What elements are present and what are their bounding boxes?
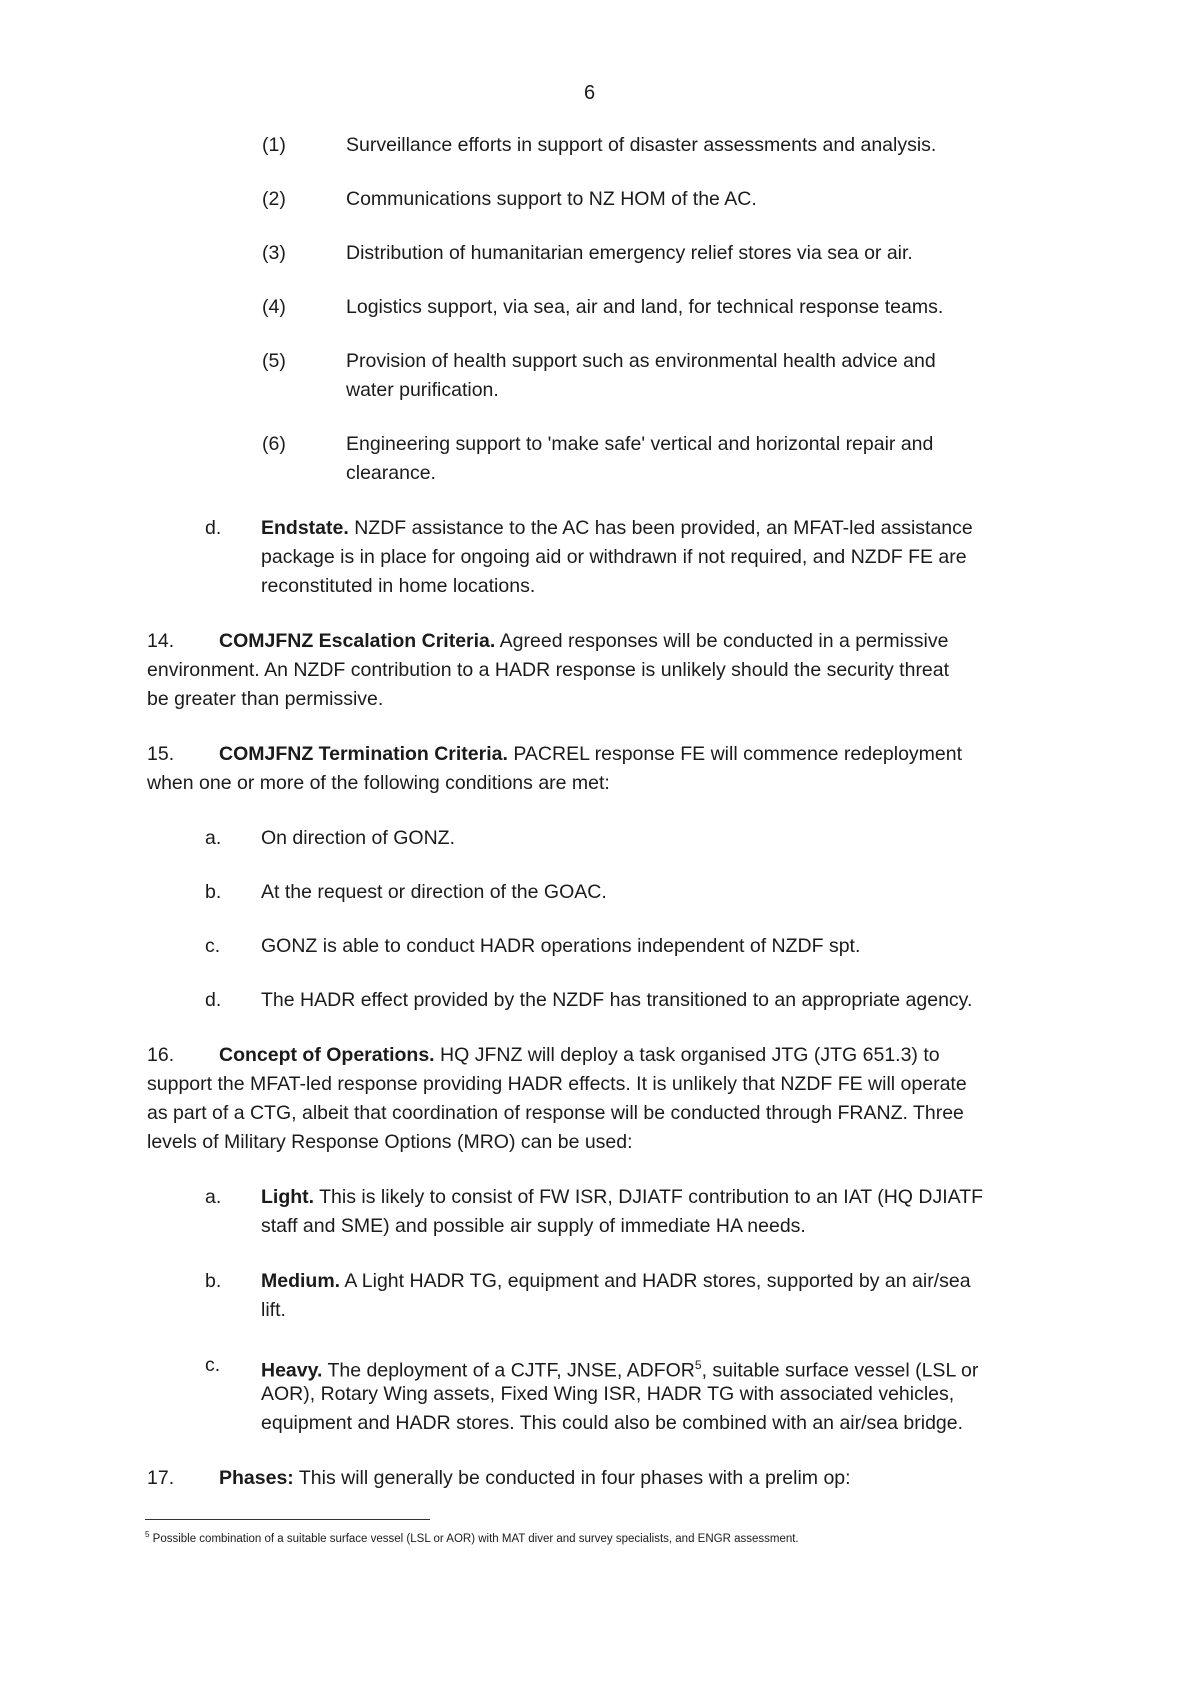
footnote-text: Possible combination of a suitable surface vessel (LSL or AOR) with MAT diver and survey specialists, and ENGR assessment. [149,1532,799,1545]
paragraph-number: 16. [147,1044,175,1066]
mro-light-title: Light. [261,1186,315,1208]
sub-item-text: Engineering support to 'make safe' vertical and horizontal repair and [346,433,934,455]
para17-text: This will generally be conducted in four phases with a prelim op: [293,1467,851,1489]
condition-text: On direction of GONZ. [261,827,455,849]
para14-text: be greater than permissive. [147,688,384,710]
para14-title: COMJFNZ Escalation Criteria. [219,630,496,652]
para16-text: support the MFAT-led response providing HADR effects. It is unlikely that NZDF FE will operate [147,1073,967,1095]
paragraph-number: 17. [147,1467,175,1489]
item-letter: c. [205,935,221,957]
sub-item-number: (4) [262,296,286,318]
endstate-text: package is in place for ongoing aid or withdrawn if not required, and NZDF FE are [261,546,967,568]
sub-item-number: (2) [262,188,286,210]
endstate-line [261,514,973,543]
mro-medium-text: A Light HADR TG, equipment and HADR stores, supported by an air/sea [340,1270,971,1292]
endstate-text: reconstituted in home locations. [261,575,536,597]
sub-item-number: (3) [262,242,286,264]
sub-item-number: (1) [262,134,286,156]
item-letter: a. [205,1186,222,1208]
item-letter: b. [205,1270,222,1292]
para15-title: COMJFNZ Termination Criteria. [219,743,508,765]
condition-text: At the request or direction of the GOAC. [261,881,607,903]
sub-item-text: Logistics support, via sea, air and land, for technical response teams. [346,296,944,318]
mro-medium-line [261,1267,971,1296]
endstate-title: Endstate. [261,517,349,539]
footnote-separator [145,1519,430,1520]
item-letter: d. [205,989,222,1011]
para16-text: as part of a CTG, albeit that coordination of response will be conducted through FRANZ. Three [147,1102,964,1124]
item-letter: c. [205,1354,221,1376]
para17-title: Phases: [219,1467,294,1489]
condition-text: GONZ is able to conduct HADR operations independent of NZDF spt. [261,935,861,957]
sub-item-text: Surveillance efforts in support of disaster assessments and analysis. [346,134,937,156]
para16-title: Concept of Operations. [219,1044,435,1066]
mro-light-line [261,1183,983,1212]
para15-text: when one or more of the following conditions are met: [147,772,610,794]
para17-line [219,1464,851,1493]
item-letter: a. [205,827,222,849]
sub-item-text: water purification. [346,379,499,401]
para15-text: PACREL response FE will commence redeployment [507,743,963,765]
footnote [145,1530,799,1545]
footnote-mark: 5 [145,1530,150,1539]
para15-first-line [219,740,962,769]
sub-item-text: Communications support to NZ HOM of the AC. [346,188,757,210]
paragraph-number: 14. [147,630,175,652]
page-number: 6 [584,82,596,104]
item-letter: b. [205,881,222,903]
mro-medium-text: lift. [261,1299,286,1321]
sub-item-number: (6) [262,433,286,455]
mro-heavy-text: The deployment of a CJTF, JNSE, ADFOR [322,1359,695,1382]
sub-item-text: Distribution of humanitarian emergency relief stores via sea or air. [346,242,913,264]
mro-heavy-text: equipment and HADR stores. This could also be combined with an air/sea bridge. [261,1412,964,1434]
paragraph-number: 15. [147,743,175,765]
mro-light-text: staff and SME) and possible air supply of immediate HA needs. [261,1215,806,1237]
mro-heavy-title: Heavy. [261,1359,323,1382]
item-letter: d. [205,517,222,539]
sub-item-number: (5) [262,350,286,372]
mro-light-text: This is likely to consist of FW ISR, DJIATF contribution to an IAT (HQ DJIATF [314,1186,984,1208]
sub-item-text: Provision of health support such as environmental health advice and [346,350,936,372]
mro-heavy-text: AOR), Rotary Wing assets, Fixed Wing ISR, HADR TG with associated vehicles, [261,1383,955,1405]
endstate-text: NZDF assistance to the AC has been provided, an MFAT-led assistance [348,517,973,539]
para16-text: levels of Military Response Options (MRO) can be used: [147,1131,633,1153]
footnote-reference: 5 [694,1358,702,1372]
condition-text: The HADR effect provided by the NZDF has transitioned to an appropriate agency. [261,989,973,1011]
para14-text: environment. An NZDF contribution to a HADR response is unlikely should the security threat [147,659,950,681]
para14-first-line [219,627,948,656]
para16-first-line [219,1041,940,1070]
para16-text: HQ JFNZ will deploy a task organised JTG (JTG 651.3) to [434,1044,940,1066]
sub-item-text: clearance. [346,462,436,484]
mro-heavy-text: , suitable surface vessel (LSL or [701,1359,979,1382]
para14-text: Agreed responses will be conducted in a permissive [495,630,949,652]
mro-medium-title: Medium. [261,1270,341,1292]
